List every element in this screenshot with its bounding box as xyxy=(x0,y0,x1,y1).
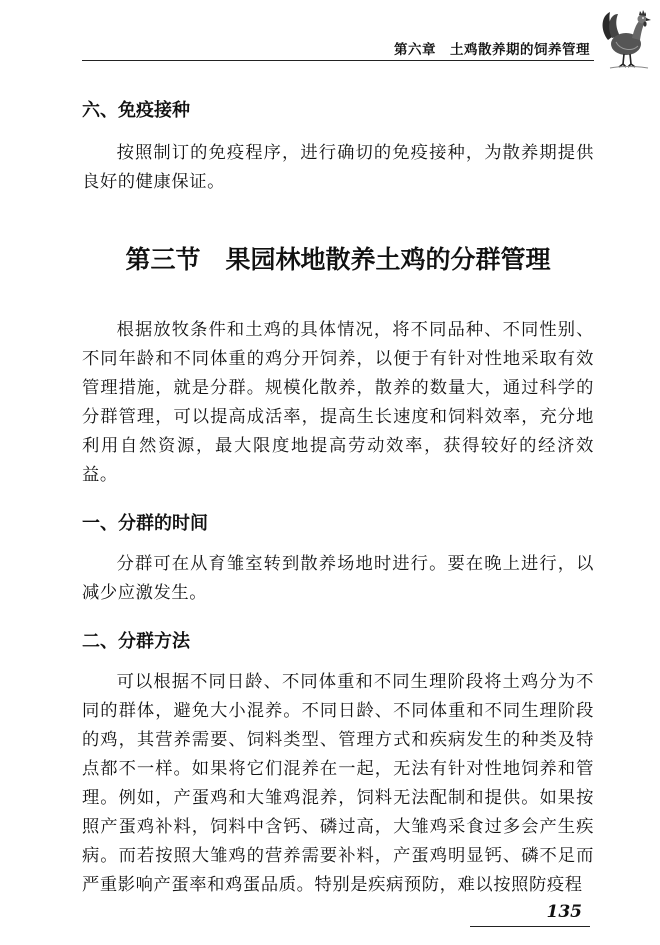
page-number: 135 xyxy=(546,902,582,922)
section-title: 第三节 果园林地散养土鸡的分群管理 xyxy=(125,245,551,274)
paragraph-intro: 根据放牧条件和土鸡的具体情况，将不同品种、不同性别、不同年龄和不同体重的鸡分开饲养，以便于有针对性地采取有效管理措施，就是分群。规模化散养，散养的数量大，通过科学的分群管理，可以提高成活率，提高生长速度和饲料效率，充分地利用自然资源，最大限度地提高劳动效率，获得较好的经济效益。 xyxy=(82,320,594,485)
paragraph-vaccination: 按照制订的免疫程序，进行确切的免疫接种，为散养期提供良好的健康保证。 xyxy=(82,143,594,192)
heading-grouping-time: 一、分群的时间 xyxy=(82,513,208,534)
header-rule xyxy=(82,60,594,61)
heading-grouping-method: 二、分群方法 xyxy=(82,631,190,652)
paragraph-grouping-time: 分群可在从育雏室转到散养场地时进行。要在晚上进行，以减少应激发生。 xyxy=(82,554,594,603)
paragraph-grouping-method: 可以根据不同日龄、不同体重和不同生理阶段将土鸡分为不同的群体，避免大小混养。不同日龄、不同体重和不同生理阶段的鸡，其营养需要、饲料类型、管理方式和疾病发生的种类及特点都不一样。如果将它们混养在一起，无法有针对性地饲养和管理。例如，产蛋鸡和大雏鸡混养，饲料无法配制和提供。如果按照产蛋鸡补料，饲料中含钙、磷过高，大雏鸡采食过多会产生疾病。而若按照大雏鸡的营养需要补料，产蛋鸡明显钙、磷不足而严重影响产蛋率和鸡蛋品质。特别是疾病预防，难以按照防疫程 xyxy=(82,672,594,895)
running-header-title: 第六章 土鸡散养期的饲养管理 xyxy=(394,42,590,58)
footer-rule xyxy=(470,926,590,927)
rooster-icon xyxy=(598,6,654,70)
page-body xyxy=(82,92,594,900)
heading-vaccination: 六、免疫接种 xyxy=(82,100,190,121)
